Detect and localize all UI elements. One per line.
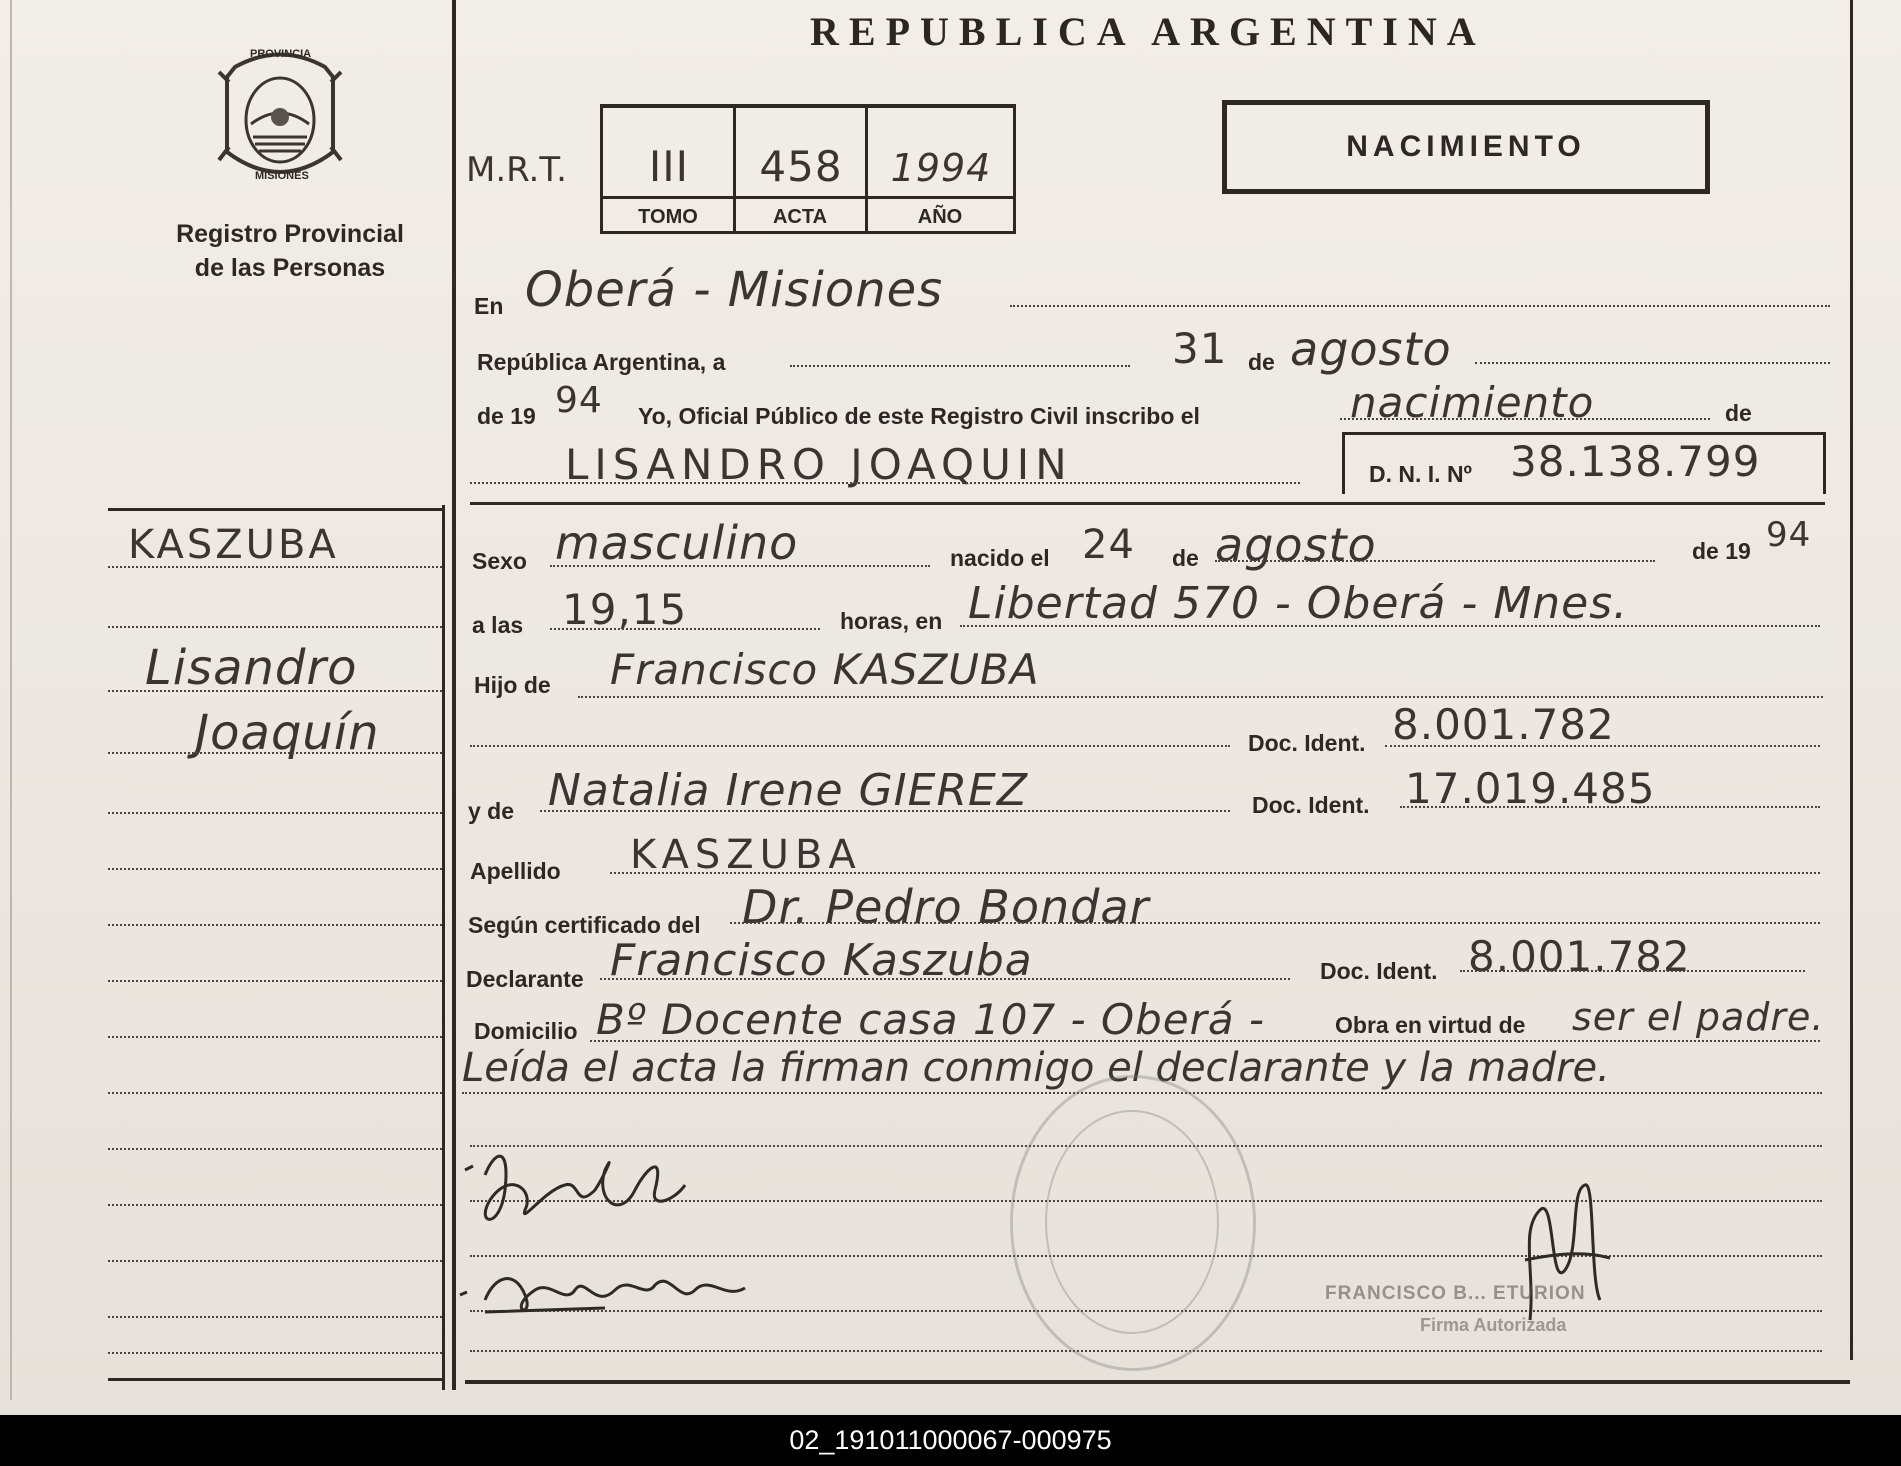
republic-title: REPUBLICA ARGENTINA [810,9,1486,54]
value-given-names: LISANDRO JOAQUIN [565,440,1073,489]
label-doc-father: Doc. Ident. [1248,730,1366,756]
margin-bottom-line [108,1378,444,1381]
value-declarant: Francisco Kaszuba [610,935,1033,986]
label-de-birth-month: de [1172,545,1199,571]
value-mother-id: 17.019.485 [1405,764,1656,813]
value-birth-year: 94 [1766,515,1812,555]
label-y-de: y de [468,798,515,824]
margin-top-line [108,508,444,511]
value-birth-month: agosto [1215,518,1377,572]
value-birth-day: 24 [1082,522,1135,568]
official-stamp-inner [1045,1110,1219,1334]
dni-box [1342,432,1826,494]
label-dni: D. N. I. Nº [1369,461,1472,487]
seal-bottom-text: MISIONES [255,170,309,182]
label-en: En [474,293,504,319]
anio-value: 1994 [890,146,992,190]
label-de19-birth: de 19 [1692,538,1751,564]
value-mother: Natalia Irene GIEREZ [548,765,1028,816]
value-day: 31 [1172,324,1228,373]
right-border [1850,0,1853,1360]
document-type-label: NACIMIENTO [1346,130,1586,163]
value-inscribe: nacimiento [1350,378,1595,427]
label-hijo: Hijo de [474,672,551,698]
label-a-las: a las [472,612,524,638]
value-obra: ser el padre. [1572,995,1825,1039]
label-declarante: Declarante [466,966,584,992]
margin-name-first: Lisandro [145,640,358,696]
main-bottom-line [465,1380,1850,1384]
label-segun: Según certificado del [468,912,701,938]
margin-surname: KASZUBA [128,522,339,568]
dni-row-underline [470,502,1825,505]
value-hour: 19,15 [562,585,688,634]
label-nacido: nacido el [950,545,1050,571]
label-republica: República Argentina, a [477,349,726,375]
tomo-label: TOMO [638,206,698,228]
value-month: agosto [1290,322,1452,376]
acta-label: ACTA [772,206,828,228]
officer-signature [1510,1170,1620,1330]
value-birth-place: Libertad 570 - Oberá - Mnes. [968,578,1629,629]
value-address: Bº Docente casa 107 - Oberá - [596,995,1266,1044]
label-de-end: de [1725,400,1752,426]
value-surname: KASZUBA [630,832,862,878]
label-domicilio: Domicilio [474,1018,578,1044]
mother-signature [455,1250,775,1330]
provincial-seal-icon [215,42,345,192]
value-dni: 38.138.799 [1510,437,1761,486]
value-certificate: Dr. Pedro Bondar [742,880,1150,934]
registry-name-line2: de las Personas [194,254,386,282]
label-de-month: de [1248,349,1275,375]
value-father: Francisco KASZUBA [610,645,1040,694]
value-sex: masculino [555,516,799,570]
declarant-signature [455,1130,705,1240]
seal-top-text: PROVINCIA [250,48,312,60]
label-horas: horas, en [840,608,943,634]
value-year-short: 94 [555,380,603,421]
anio-label: AÑO [917,206,963,228]
value-place: Oberá - Misiones [525,262,944,318]
record-number-table [600,104,1016,234]
mrt-label: M.R.T. [466,150,567,190]
label-doc-mother: Doc. Ident. [1252,792,1370,818]
scan-id-footer: 02_191011000067-000975 [0,1415,1901,1466]
margin-name-second: Joaquín [195,705,380,761]
margin-column-line [442,505,445,1390]
label-yo: Yo, Oficial Público de este Registro Civil inscribo el [638,403,1200,429]
value-closing-statement: Leída el acta la firman conmigo el declarante y la madre. [462,1045,1610,1091]
acta-value: 458 [759,142,843,191]
officer-name-stamp: FRANCISCO B... ETURION [1325,1283,1586,1304]
registry-name-line1: Registro Provincial [176,220,404,248]
value-declarant-id: 8.001.782 [1468,932,1691,981]
left-border [10,0,12,1400]
label-doc-declarant: Doc. Ident. [1320,958,1438,984]
label-de19: de 19 [477,403,536,429]
value-father-id: 8.001.782 [1392,700,1615,749]
tomo-value: III [648,142,690,191]
officer-title-stamp: Firma Autorizada [1420,1315,1567,1335]
label-sexo: Sexo [472,548,527,574]
label-obra: Obra en virtud de [1335,1012,1526,1038]
document-type-box [1222,100,1710,194]
label-apellido: Apellido [470,858,561,884]
